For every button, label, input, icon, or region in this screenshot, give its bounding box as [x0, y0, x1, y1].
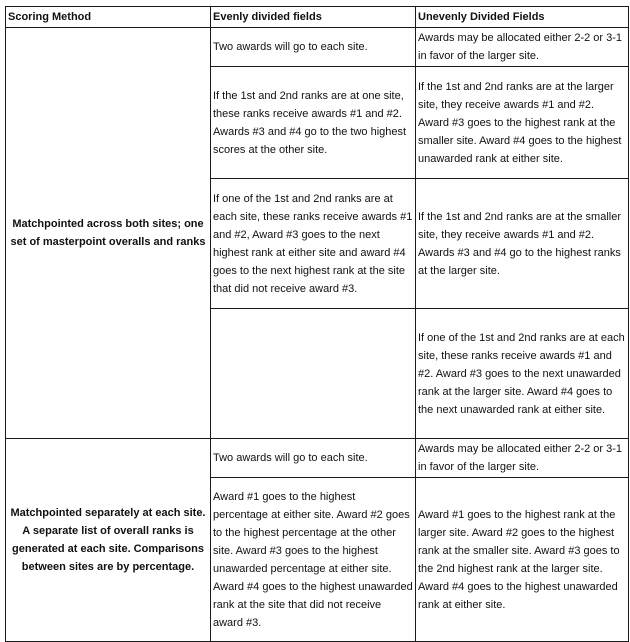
even-cell: If one of the 1st and 2nd ranks are at each site, these ranks receive awards #1 and #2, Award #3 goes to the next highest rank at either site and award #4 goes to the next highest rank at the site that did not receive award #3.: [211, 179, 416, 309]
uneven-cell: If the 1st and 2nd ranks are at the smaller site, they receive awards #1 and #2. Awards #3 and #4 go to the highest ranks at the larger site.: [416, 179, 629, 309]
scoring-method-cell: Matchpointed across both sites; one set of masterpoint overalls and ranks: [6, 28, 211, 439]
uneven-cell: Awards may be allocated either 2-2 or 3-1 in favor of the larger site.: [416, 28, 629, 67]
even-cell: Two awards will go to each site.: [211, 439, 416, 478]
uneven-cell: Awards may be allocated either 2-2 or 3-1 in favor of the larger site.: [416, 439, 629, 478]
even-cell: Two awards will go to each site.: [211, 28, 416, 67]
header-scoring-method: Scoring Method: [6, 7, 211, 28]
header-evenly-divided: Evenly divided fields: [211, 7, 416, 28]
header-unevenly-divided: Unevenly Divided Fields: [416, 7, 629, 28]
even-cell: Award #1 goes to the highest percentage at either site. Award #2 goes to the highest percentage at the other site. Award #3 goes to the highest unawarded percentage at either site. Award #4 goes to the highest unawarded rank at the site that did not receive award #3.: [211, 478, 416, 642]
header-row: [6, 7, 629, 28]
table-row: [6, 28, 629, 67]
uneven-cell: If one of the 1st and 2nd ranks are at each site, these ranks receive awards #1 and #2. Award #3 goes to the next unawarded rank at the larger site. Award #4 goes to the next unawarded rank at either site.: [416, 309, 629, 439]
scoring-method-cell: Matchpointed separately at each site. A separate list of overall ranks is generated at each site. Comparisons between sites are by percentage.: [6, 439, 211, 642]
even-cell: If the 1st and 2nd ranks are at one site, these ranks receive awards #1 and #2. Awards #3 and #4 go to the two highest scores at the other site.: [211, 67, 416, 179]
even-cell: [211, 309, 416, 439]
table-row: [6, 439, 629, 478]
uneven-cell: Award #1 goes to the highest rank at the larger site. Award #2 goes to the highest rank at the smaller site. Award #3 goes to the 2nd highest rank at the larger site. Award #4 goes to the highest unawarded rank at either site.: [416, 478, 629, 642]
awards-table: [5, 6, 629, 642]
uneven-cell: If the 1st and 2nd ranks are at the larger site, they receive awards #1 and #2. Award #3 goes to the highest rank at the smaller site. Award #4 goes to the highest unawarded rank at either site.: [416, 67, 629, 179]
